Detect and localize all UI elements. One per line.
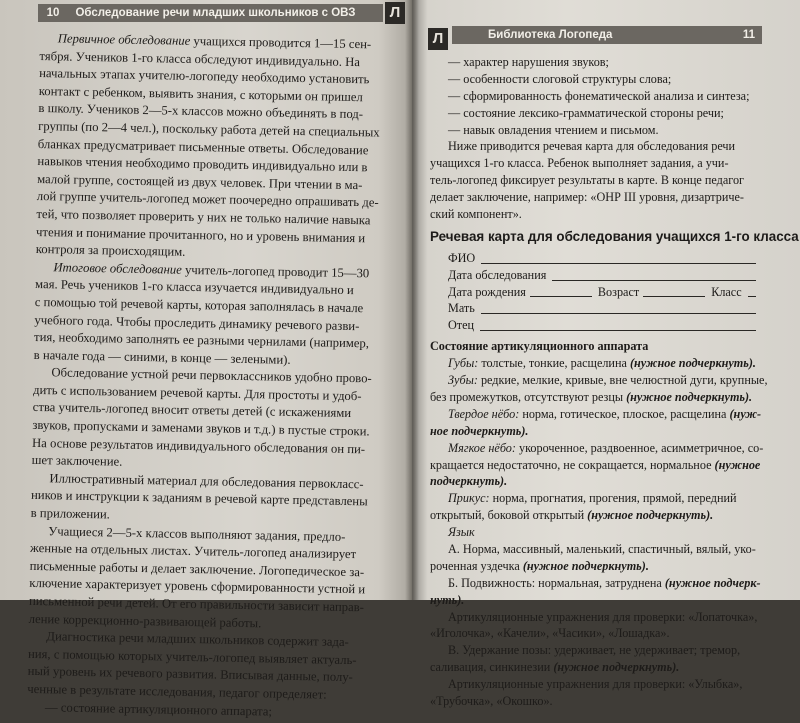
text-line: тия, необходимо заполнять ее разными чернилами (например, bbox=[33, 330, 370, 351]
line-text: редкие, мелкие, кривые, вне челюстной дуги, крупные, bbox=[477, 373, 768, 388]
text-line bbox=[430, 592, 760, 609]
line-text: «Иголочка», «Качели», «Часики», «Лошадка». bbox=[430, 626, 670, 641]
text-line bbox=[430, 609, 760, 626]
fill-line bbox=[480, 330, 756, 331]
italic-term: Первичное обследование bbox=[57, 31, 191, 48]
text-line bbox=[430, 490, 760, 507]
text-line bbox=[430, 355, 760, 372]
text-line: Ниже приводится речевая карта для обследования речи bbox=[448, 139, 736, 154]
fill-line bbox=[481, 313, 756, 314]
articulation-details bbox=[430, 355, 768, 710]
text-line: ния, с помощью которых учитель-логопед выявляет актуаль- bbox=[27, 646, 357, 667]
fill-line bbox=[481, 263, 756, 264]
left-page-header bbox=[38, 4, 383, 22]
text-line: контакт с ребенком, выявить знания, с которыми он пришел bbox=[38, 83, 363, 104]
text-line: Итоговое обследование учитель-логопед проводит 15—30 bbox=[53, 260, 370, 281]
text-line bbox=[430, 406, 760, 423]
text-line: ление коррекционно-развивающей работы. bbox=[28, 611, 262, 630]
left-page-text bbox=[27, 30, 390, 723]
fill-line bbox=[643, 296, 705, 297]
text-line: ства учитель-логопед вносит ответы детей (с искажениями bbox=[32, 400, 352, 421]
field-label: Отец bbox=[448, 318, 475, 333]
text-line: тей, что позволяет проверить у них не только наличие навыка bbox=[36, 206, 371, 228]
text-line: женные на отдельных листах. Учитель-логопед анализирует bbox=[29, 541, 357, 562]
text-line bbox=[430, 440, 764, 457]
italic-term: Язык bbox=[448, 525, 475, 540]
right-page-header bbox=[452, 26, 762, 44]
line-text: толстые, тонкие, расщелина bbox=[478, 356, 630, 371]
text-line bbox=[430, 676, 760, 693]
text-line: Учащиеся 2—5-х классов выполняют задания, предло- bbox=[48, 523, 346, 544]
line-text: Артикуляционные упражнения для проверки: «Улыбка», bbox=[448, 677, 743, 692]
text-line bbox=[430, 642, 760, 659]
field-birth-age-class bbox=[430, 284, 760, 301]
text-line: в школу. Учеников 2—5-х классов можно объединять в под- bbox=[38, 101, 364, 122]
field-exam-date bbox=[430, 267, 760, 284]
line-text: укороченное, раздвоенное, асимметричное, со- bbox=[515, 440, 764, 455]
text-line: лой группе учитель-логопед может поочередно опрашивать де- bbox=[36, 189, 379, 210]
text-line: — особенности слоговой структуры слова; bbox=[448, 71, 672, 86]
field-mother bbox=[430, 300, 760, 317]
text-line: — состояние лексико-грамматической стороны речи; bbox=[448, 105, 724, 120]
text-line: письменные работы и делает заключение. Логопедическое за- bbox=[29, 558, 365, 580]
italic-term: Итоговое обследование bbox=[53, 260, 183, 277]
text-line: с помощью той речевой карты, которая заполнялась в начале bbox=[34, 294, 364, 316]
underline-note: ное подчеркнуть). bbox=[430, 423, 529, 438]
field-label: ФИО bbox=[448, 250, 476, 265]
text-line: малой группе, состоящей из двух человек. При чтении в ма- bbox=[37, 171, 363, 192]
text-line: делает заключение, например: «ОНР III уровня, дизартриче- bbox=[430, 190, 744, 205]
line-text: норма, готическое, плоское, расщелина bbox=[519, 406, 730, 421]
text-line: навыков чтения необходимо проводить индивидуально или в bbox=[37, 154, 368, 175]
line-text: роченная уздечка bbox=[430, 558, 523, 573]
text-line: шет заключение. bbox=[31, 453, 123, 469]
line-text: В. Удержание позы: удерживает, не удерживает; тремор, bbox=[448, 643, 741, 658]
text-line bbox=[430, 389, 760, 406]
text-line: тель-логопед фиксирует результаты в карте. В конце педагог bbox=[430, 173, 745, 188]
intro-lines bbox=[430, 54, 760, 223]
text-line: ный уровень их речевого развития. Вписывая данные, полу- bbox=[27, 664, 353, 685]
text-line: в начале года — синими, в конце — зелеными). bbox=[33, 347, 291, 367]
text-line: мая. Речь учеников 1-го класса изучается индивидуально и bbox=[34, 277, 354, 298]
fill-line bbox=[552, 280, 756, 281]
text-line bbox=[430, 541, 760, 558]
text-line bbox=[430, 659, 760, 676]
line-text: кращается недостаточно, не сокращается, нормальное bbox=[430, 457, 715, 472]
field-father bbox=[430, 317, 760, 334]
underline-note: (нужное подчеркнуть). bbox=[553, 660, 680, 675]
line-text: без промежутков, отсутствуют резцы bbox=[430, 389, 627, 404]
text-line bbox=[430, 457, 760, 474]
line-text: А. Норма, массивный, маленький, спастичный, вялый, уко- bbox=[448, 541, 756, 556]
italic-term: Губы: bbox=[448, 356, 479, 371]
left-page-number: 10 bbox=[46, 7, 60, 19]
line-text: норма, прогнатия, прогения, прямой, передний bbox=[489, 491, 737, 506]
line-text: «Трубочка», «Окошко». bbox=[430, 693, 553, 708]
book-gutter bbox=[405, 0, 419, 600]
text-line: в приложении. bbox=[30, 505, 111, 522]
text-line bbox=[430, 473, 760, 490]
text-line: дить с использованием речевой карты. Для простоты и удоб- bbox=[32, 382, 362, 404]
left-page-header-title: Обследование речи младших школьников с ОВЗ bbox=[75, 7, 356, 19]
articulation-subsection-title: Состояние артикуляционного аппарата bbox=[430, 339, 649, 354]
italic-term: Прикус: bbox=[448, 491, 490, 506]
text-line: Первичное обследование учащихся проводится 1—15 сен- bbox=[57, 31, 372, 52]
text-line bbox=[430, 423, 760, 440]
text-line bbox=[430, 507, 760, 524]
underline-note: (нужное подчеркнуть). bbox=[587, 508, 714, 523]
text-line: ченные в результате исследования, педагог определяет: bbox=[27, 681, 327, 702]
underline-note: подчеркнуть). bbox=[430, 474, 508, 489]
field-label: Дата рождения bbox=[448, 284, 526, 299]
text-line: ключение характеризует уровень сформированности устной и bbox=[29, 576, 366, 597]
text-line: Иллюстративный материал для обследования первокласс- bbox=[49, 471, 364, 492]
line-text: открытый, боковой открытый bbox=[430, 508, 588, 523]
italic-term: Твердое нёбо: bbox=[448, 406, 520, 421]
field-label: Класс bbox=[711, 284, 742, 299]
text-line: учебного года. Чтобы проследить динамику речевого разви- bbox=[34, 312, 360, 333]
text-line bbox=[430, 372, 768, 389]
right-page-header-title: Библиотека Логопеда bbox=[488, 29, 613, 41]
text-line bbox=[430, 524, 760, 541]
text-line bbox=[430, 693, 760, 710]
text-line: тября. Учеников 1-го класса обследуют индивидуально. На bbox=[39, 48, 361, 69]
text-line: чтения и понимание прочитанного, но и уровень внимания и bbox=[35, 224, 366, 245]
underline-note: (нужное подчеркнуть). bbox=[629, 356, 756, 371]
left-logo-icon: Л bbox=[385, 2, 405, 24]
field-label: Возраст bbox=[597, 284, 640, 299]
right-page-number: 11 bbox=[742, 29, 756, 41]
right-page-text bbox=[430, 54, 799, 710]
underline-note: (нужное подчеркнуть). bbox=[522, 558, 649, 573]
italic-term: Зубы: bbox=[448, 373, 478, 388]
italic-term: Мягкое нёбо: bbox=[448, 440, 516, 455]
line-text: Б. Подвижность: нормальная, затруднена bbox=[448, 575, 665, 590]
right-logo-icon: Л bbox=[428, 28, 448, 50]
field-label: Мать bbox=[448, 301, 475, 316]
underline-note: (нужное подчеркнуть). bbox=[626, 389, 753, 404]
text-line: — сформированность фонематической анализа и синтеза; bbox=[448, 88, 750, 103]
fill-line bbox=[748, 296, 756, 297]
text-line: На основе результатов индивидуального обследования он пи- bbox=[31, 435, 366, 456]
text-line: звуков, пропусками и заменами звуков и т.д.) в пустые строки. bbox=[32, 417, 370, 439]
line-text: саливация, синкинезии bbox=[430, 660, 554, 675]
text-line: контроля за происходящим. bbox=[35, 242, 186, 259]
text-line: — состояние артикуляционного аппарата; bbox=[44, 699, 273, 719]
underline-note: (нуж- bbox=[729, 406, 762, 421]
speech-card-title: Речевая карта для обследования учащихся 1-го класса bbox=[430, 228, 799, 244]
line-text: Артикуляционные упражнения для проверки: «Лопаточка», bbox=[448, 609, 758, 624]
text-line: ский компонент». bbox=[430, 207, 522, 222]
text-line: бланках предусматривает письменные ответы. Обследование bbox=[37, 136, 369, 157]
underline-note: (нужное подчерк- bbox=[664, 575, 761, 590]
text-line bbox=[430, 625, 760, 642]
text-line: учащихся 1-го класса. Ребенок выполняет задания, а учи- bbox=[430, 156, 729, 171]
text-line: — навык овладения чтением и письмом. bbox=[448, 122, 659, 137]
text-line: начальных этапах учителю-логопеду необходимо установить bbox=[39, 66, 370, 87]
field-label: Дата обследования bbox=[448, 267, 547, 282]
text-line: Обследование устной речи первоклассников удобно прово- bbox=[51, 365, 372, 386]
text-line bbox=[430, 558, 760, 575]
underline-note: нуть). bbox=[430, 592, 465, 607]
text-line: письменной речи детей. От его правильности зависит направ- bbox=[28, 593, 365, 615]
fill-line bbox=[530, 296, 592, 297]
field-fio bbox=[430, 250, 760, 267]
text-line: ников и инструкции к заданиям в речевой карте представлены bbox=[30, 488, 368, 509]
text-line: — характер нарушения звуков; bbox=[448, 55, 609, 69]
text-line: Диагностика речи младших школьников содержит зада- bbox=[46, 629, 349, 650]
underline-note: (нужное bbox=[714, 457, 761, 472]
text-line bbox=[430, 575, 760, 592]
text-line: группы (по 2—4 чел.), поскольку работа детей на специальных bbox=[38, 118, 380, 140]
